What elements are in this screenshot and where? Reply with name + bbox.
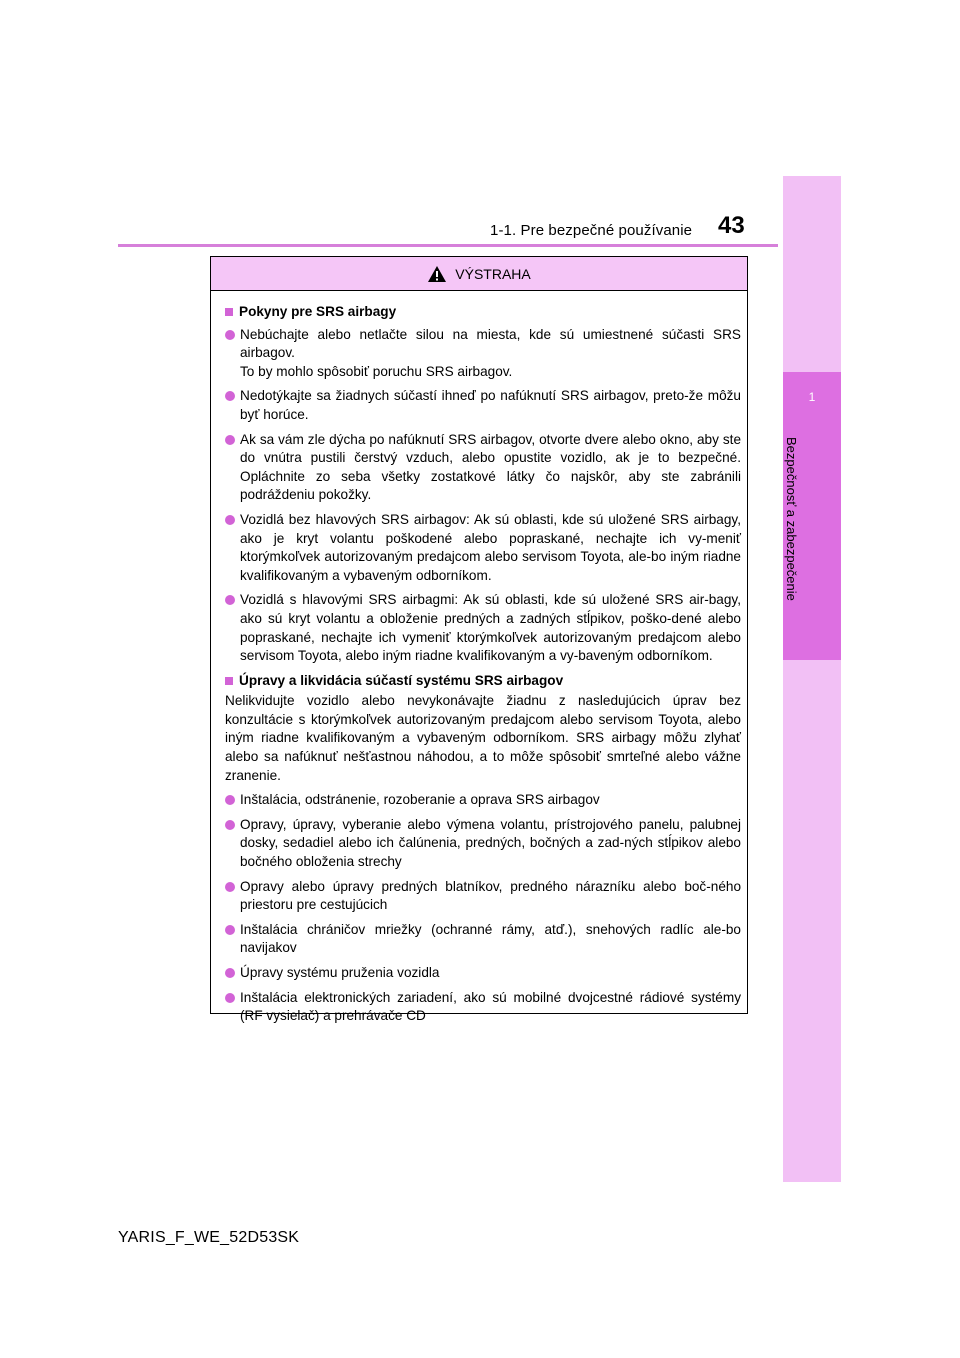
warning-body (211, 291, 747, 1026)
section-header: 1-1. Pre bezpečné používanie (490, 222, 693, 239)
square-bullet-icon (225, 308, 233, 316)
warning-triangle-icon (427, 265, 447, 283)
chapter-side-tab (783, 176, 841, 1182)
bullet-icon (225, 391, 235, 401)
warning-header (211, 257, 747, 291)
list-item: Inštalácia chráničov mriežky (ochranné rámy, atď.), snehových radlíc ale-bo navijakov (225, 921, 741, 958)
square-bullet-icon (225, 677, 233, 685)
bullet-icon (225, 993, 235, 1003)
warning-title: VÝSTRAHA (455, 265, 531, 282)
modifications-paragraph: Nelikvidujte vozidlo alebo nevykonávajte žiadnu z nasledujúcich úprav bez konzultácie s ktorýmkoľvek autorizovaným predajcom alebo servisom Toyota, alebo iným riadne kvalifikovaným a vybaveným odborníkom. SRS airbagy môžu zlyhať alebo sa nafúknuť nešťastnou náhodou, a to môže spôsobiť smrteľné alebo vážne zranenie. (225, 693, 741, 783)
list-item: Vozidlá bez hlavových SRS airbagov: Ak sú oblasti, kde sú uložené SRS airbagy, ako je kryt volantu poškodené alebo popraskané, nechajte ich vy-meniť ktorýmkoľvek autorizovaným predajcom alebo servisom Toyota, ale-bo iným riadne kvalifikovaným a vybaveným odborníkom. (225, 511, 741, 585)
document-code: YARIS_F_WE_52D53SK (118, 1229, 300, 1246)
airbag-instructions-list (225, 326, 741, 666)
bullet-icon (225, 435, 235, 445)
bullet-icon (225, 968, 235, 978)
bullet-icon (225, 330, 235, 340)
chapter-title: Bezpečnosť a zabezpečenie (784, 437, 799, 601)
section-title-airbags: Pokyny pre SRS airbagy (225, 303, 741, 322)
list-item: Vozidlá s hlavovými SRS airbagmi: Ak sú oblasti, kde sú uložené SRS air-bagy, ako sú kryt volantu a obloženie predných a zadných stĺpikov, poško-dené alebo popraskané, nechajte ich vymeniť ktorýmkoľvek autorizovaným predajcom alebo servisom Toyota, alebo iným riadne kvalifikovaným a vy-baveným odborníkom. (225, 591, 741, 665)
bullet-icon (225, 515, 235, 525)
bullet-icon (225, 795, 235, 805)
list-item: Nebúchajte alebo netlačte silou na miesta, kde sú umiestnené súčasti SRS airbagov. To by mohlo spôsobiť poruchu SRS airbagov. (225, 326, 741, 382)
section-title-modifications: Úpravy a likvidácia súčastí systému SRS airbagov (225, 672, 741, 691)
list-item: Inštalácia elektronických zariadení, ako sú mobilné dvojcestné rádiové systémy (RF vysielač) a prehrávače CD (225, 989, 741, 1026)
list-item: Inštalácia, odstránenie, rozoberanie a oprava SRS airbagov (225, 791, 741, 810)
warning-box (210, 256, 748, 1024)
list-item: Opravy alebo úpravy predných blatníkov, predného nárazníku alebo boč-ného priestoru pre cestujúcich (225, 878, 741, 915)
list-item: Ak sa vám zle dýcha po nafúknutí SRS airbagov, otvorte dvere alebo okno, aby ste do vnútra pustili čerstvý vzduch, alebo opustite vozidlo, ak je to bezpečné. Opláchnite zo seba všetky zostatkové látky čo najskôr, aby ste zabránili podráždeniu pokožky. (225, 431, 741, 505)
page-number: 43 (718, 212, 745, 239)
list-item: Opravy, úpravy, vyberanie alebo výmena volantu, prístrojového panelu, palubnej dosky, sedadiel alebo ich čalúnenia, predných, bočných a zad-ných stĺpikov alebo bočného obloženia strechy (225, 816, 741, 872)
header-divider (118, 244, 778, 247)
list-item: Úpravy systému pruženia vozidla (225, 964, 741, 983)
modifications-list (225, 791, 741, 1026)
list-item: Nedotýkajte sa žiadnych súčastí ihneď po nafúknutí SRS airbagov, preto-že môžu byť horúce. (225, 387, 741, 424)
chapter-number: 1 (808, 390, 816, 404)
bullet-icon (225, 925, 235, 935)
bullet-icon (225, 595, 235, 605)
bullet-icon (225, 882, 235, 892)
bullet-icon (225, 820, 235, 830)
